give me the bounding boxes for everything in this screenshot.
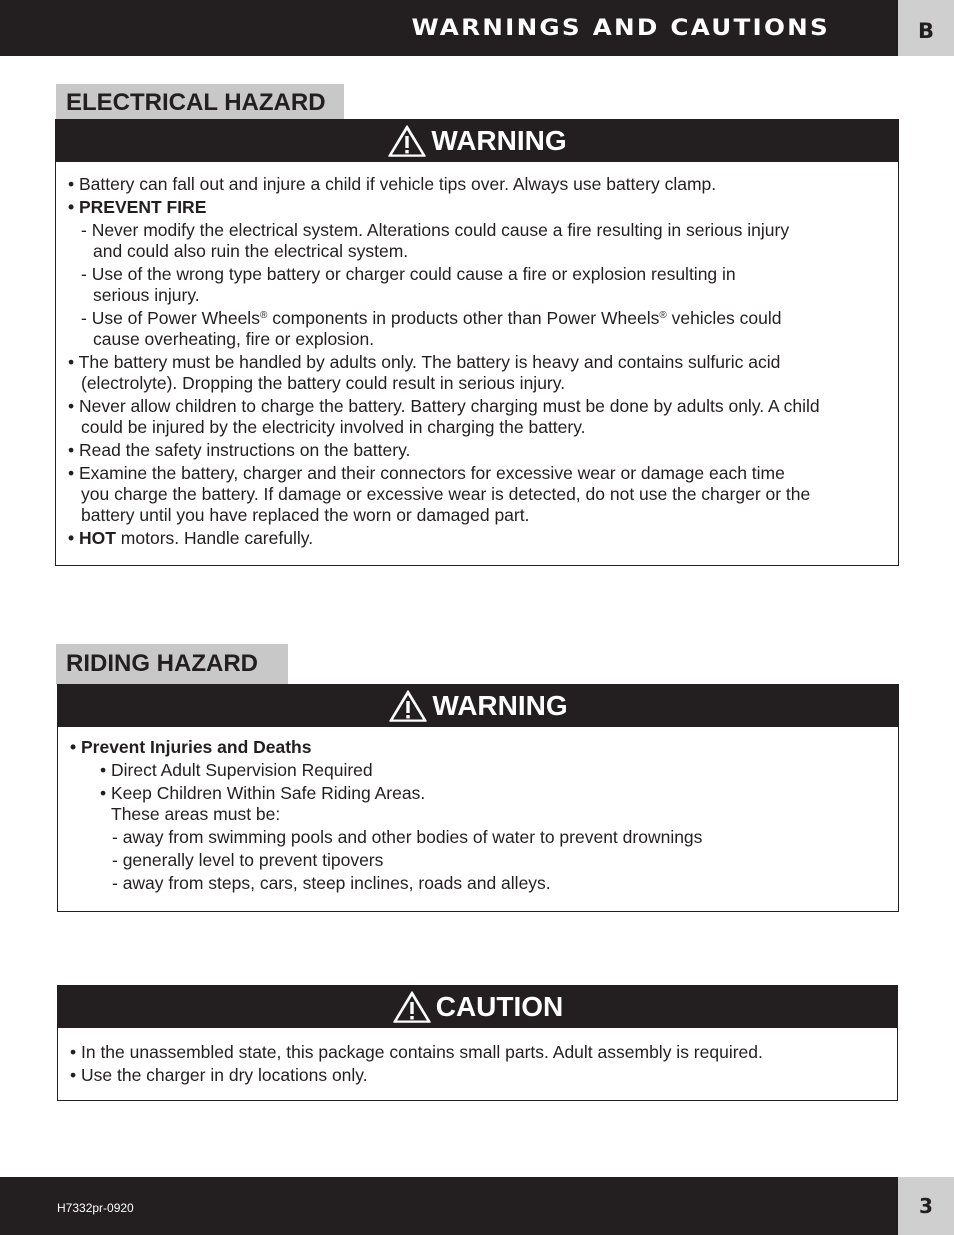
list-item: - Never modify the electrical system. Alterations could cause a fire resulting in serious injury: [81, 220, 790, 240]
warning-triangle-icon: [388, 689, 428, 723]
caution-banner-text: CAUTION: [435, 991, 564, 1022]
list-item: • Use the charger in dry locations only.: [70, 1065, 368, 1085]
document-code: H7332pr-0920: [57, 1201, 134, 1215]
list-item-continued: battery until you have replaced the worn or damaged part.: [81, 505, 530, 525]
list-item-continued: and could also ruin the electrical system.: [93, 241, 409, 261]
list-item: • Prevent Injuries and Deaths: [70, 737, 312, 757]
list-item: - away from swimming pools and other bodies of water to prevent drownings: [112, 827, 703, 847]
caution-box: [57, 985, 898, 1101]
riding-warning-box: [57, 684, 899, 912]
warning-banner: [58, 685, 898, 727]
riding-hazard-label: RIDING HAZARD: [56, 644, 288, 684]
riding-warning-text: [58, 727, 898, 894]
warning-triangle-icon: [387, 124, 427, 158]
list-item: • HOT motors. Handle carefully.: [68, 528, 314, 548]
list-item-continued: These areas must be:: [111, 804, 281, 824]
warning-banner-text: WARNING: [431, 125, 567, 156]
electrical-hazard-label: ELECTRICAL HAZARD: [56, 84, 344, 120]
list-item: • Never allow children to charge the battery. Battery charging must be done by adults only. A child: [68, 396, 820, 416]
page-title: WARNINGS AND CAUTIONS: [411, 16, 830, 41]
list-item-continued: could be injured by the electricity involved in charging the battery.: [81, 417, 586, 437]
warning-banner: [56, 120, 898, 162]
list-item: • Read the safety instructions on the battery.: [68, 440, 411, 460]
list-item: • The battery must be handled by adults only. The battery is heavy and contains sulfuric acid: [68, 352, 781, 372]
page-number: 3: [898, 1177, 954, 1235]
list-item: • Battery can fall out and injure a child if vehicle tips over. Always use battery clamp.: [68, 174, 717, 194]
caution-banner: [58, 986, 897, 1028]
section-tab: B: [898, 0, 954, 56]
list-item: • Direct Adult Supervision Required: [100, 760, 373, 780]
list-item: - away from steps, cars, steep inclines, roads and alleys.: [112, 873, 551, 893]
caution-text: [58, 1028, 897, 1086]
list-item: - generally level to prevent tipovers: [112, 850, 384, 870]
list-item: • Keep Children Within Safe Riding Areas.: [100, 783, 426, 803]
registered-mark: ®: [659, 310, 667, 321]
list-item: - Use of Power Wheels® components in products other than Power Wheels® vehicles could: [81, 308, 782, 328]
list-item: • PREVENT FIRE: [68, 197, 207, 217]
list-item-continued: you charge the battery. If damage or excessive wear is detected, do not use the charger or the: [81, 484, 811, 504]
registered-mark: ®: [259, 310, 268, 321]
electrical-warning-text: [56, 162, 898, 549]
warning-triangle-icon: [392, 990, 432, 1024]
list-item: • Examine the battery, charger and their connectors for excessive wear or damage each time: [68, 463, 785, 483]
list-item: - Use of the wrong type battery or charger could cause a fire or explosion resulting in: [81, 264, 736, 284]
list-item-continued: cause overheating, fire or explosion.: [93, 329, 375, 349]
footer-bar: [0, 1177, 898, 1235]
list-item-continued: (electrolyte). Dropping the battery could result in serious injury.: [81, 373, 566, 393]
electrical-warning-box: [55, 119, 899, 566]
list-item: • In the unassembled state, this package contains small parts. Adult assembly is required.: [70, 1042, 763, 1062]
header-bar: [0, 0, 898, 56]
warning-banner-text: WARNING: [432, 690, 568, 721]
list-item-continued: serious injury.: [93, 285, 200, 305]
